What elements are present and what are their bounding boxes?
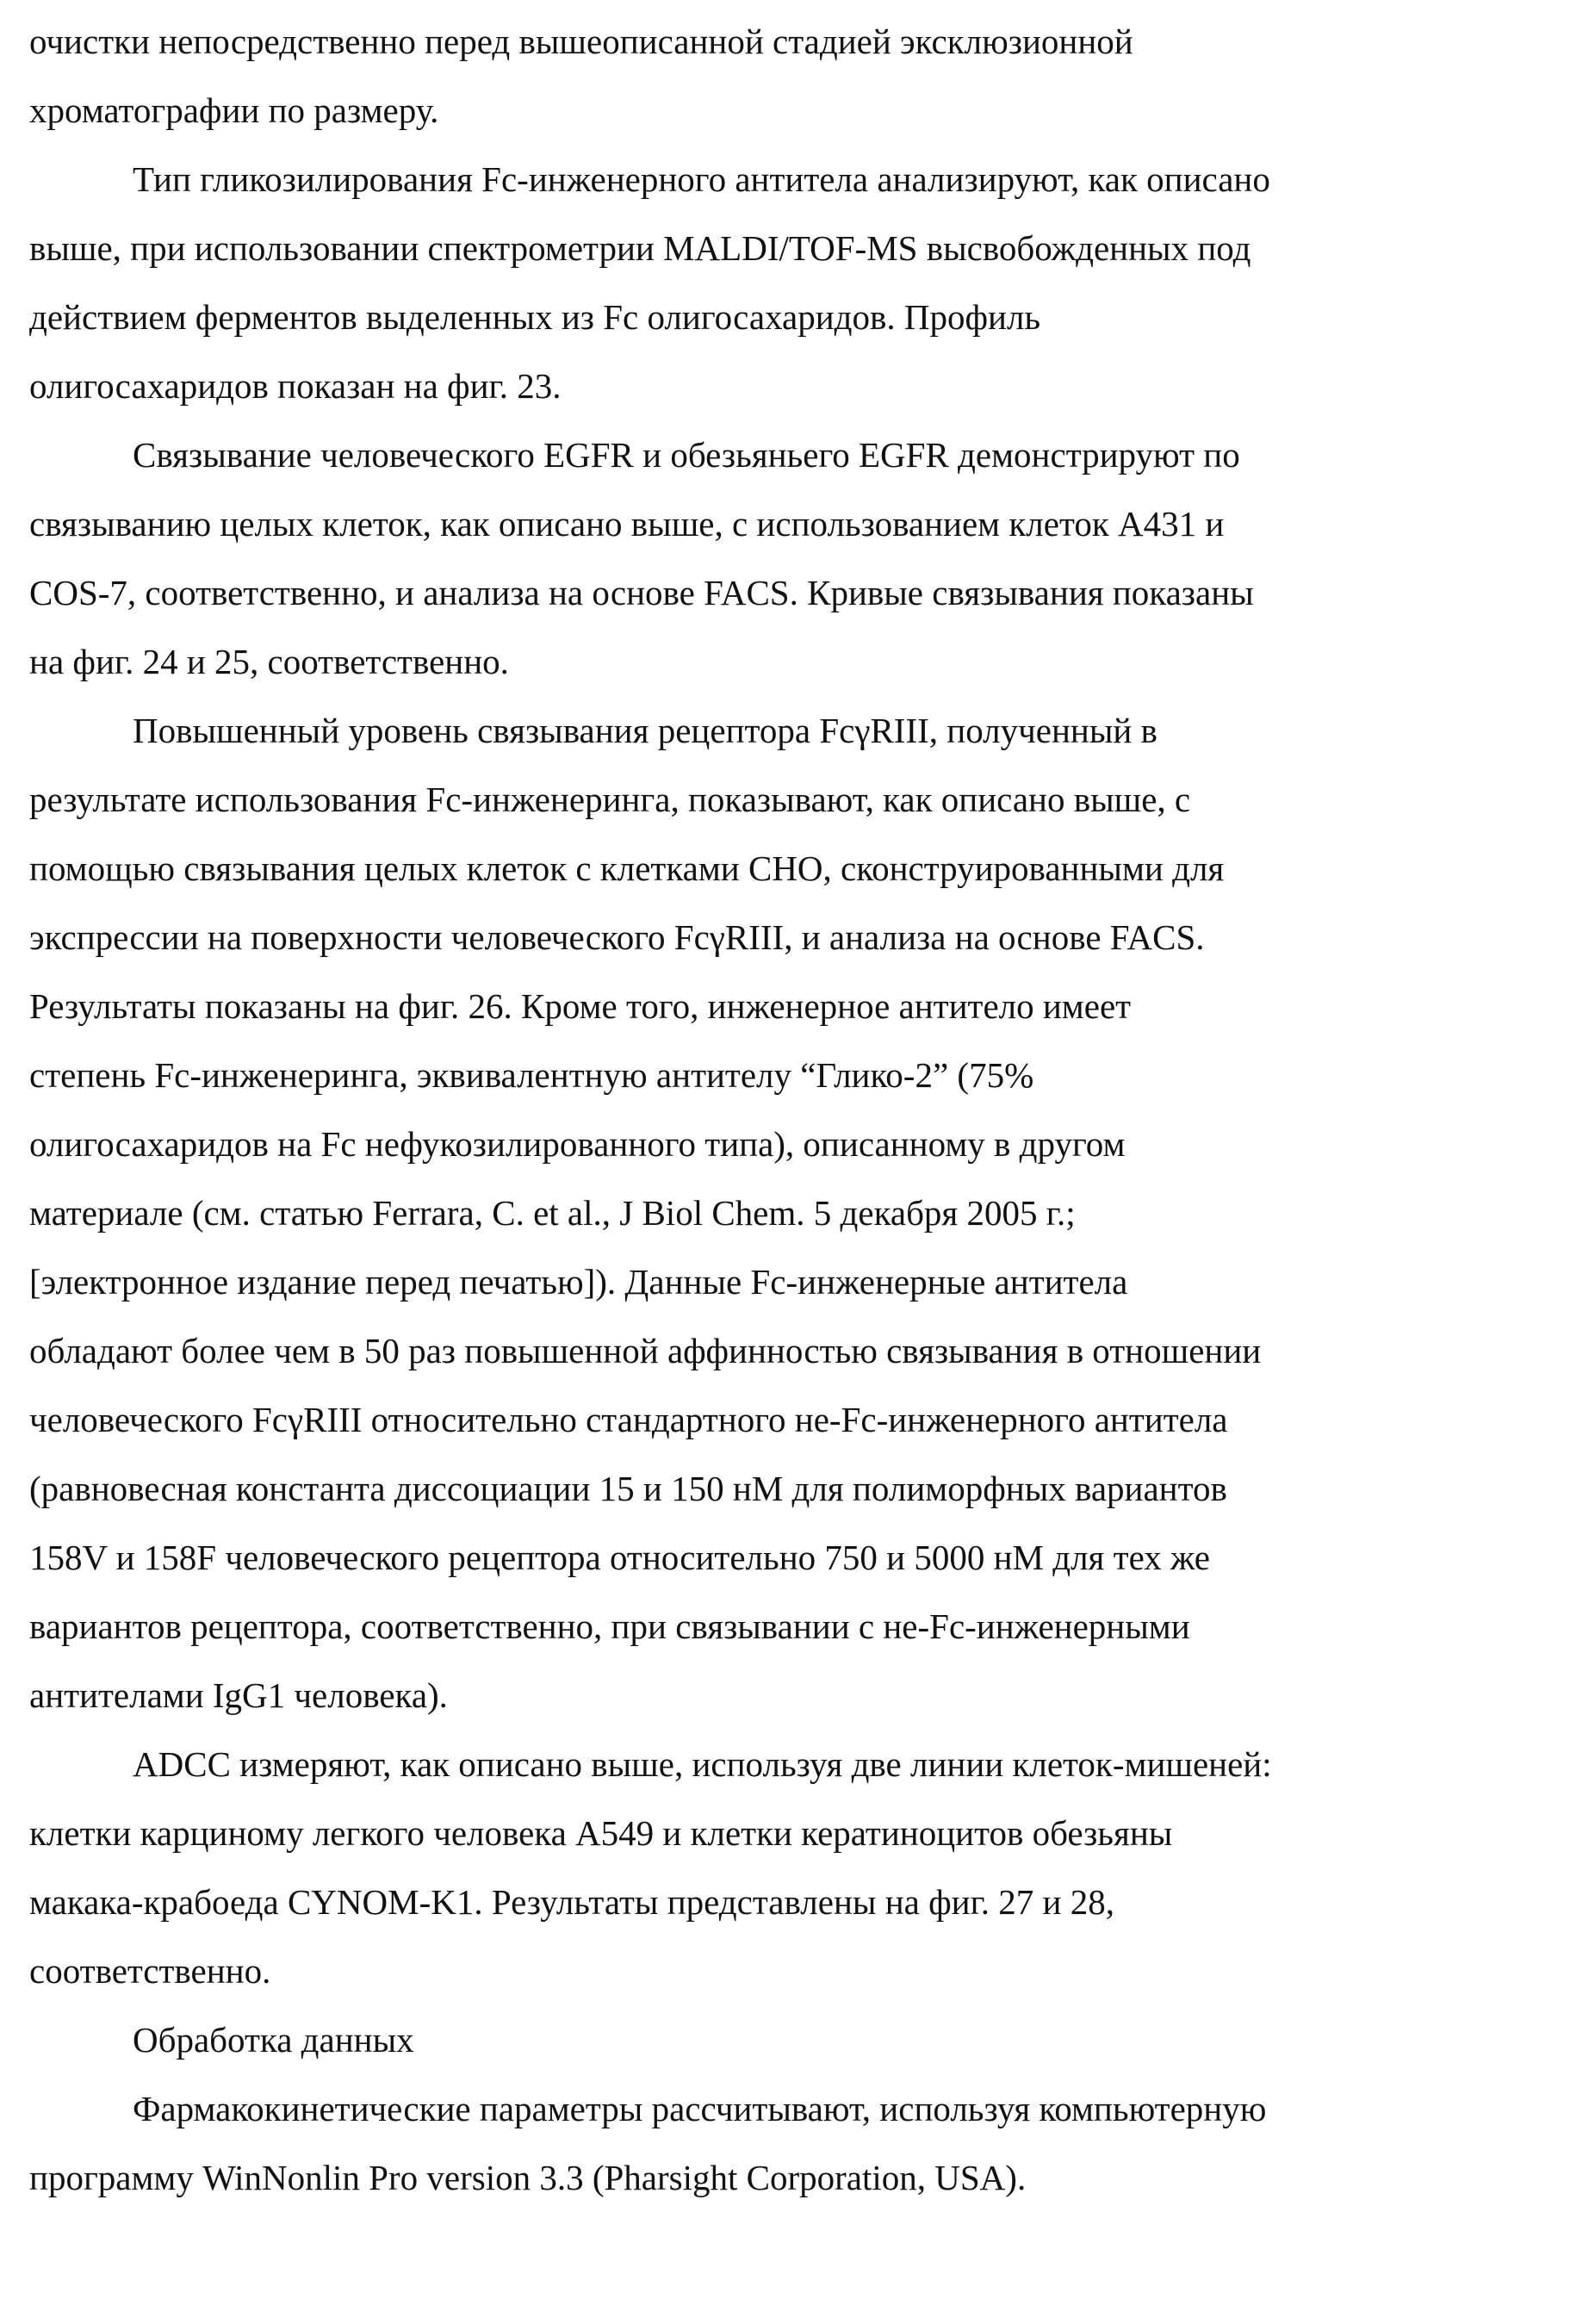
paragraph (29, 2074, 1571, 2212)
paragraph (29, 2005, 1571, 2074)
text-line: очистки непосредственно перед вышеописанной стадией эксклюзионной (29, 7, 1571, 76)
text-line: материале (см. статью Ferrara, C. et al., J Biol Chem. 5 декабря 2005 г.; (29, 1178, 1571, 1247)
text-line: Результаты показаны на фиг. 26. Кроме того, инженерное антитело имеет (29, 972, 1571, 1041)
text-line: связыванию целых клеток, как описано выше, с использованием клеток A431 и (29, 489, 1571, 558)
text-line: антителами IgG1 человека). (29, 1661, 1571, 1730)
paragraph (29, 7, 1571, 145)
text-line: экспрессии на поверхности человеческого FcγRIII, и анализа на основе FACS. (29, 903, 1571, 972)
text-line: обладают более чем в 50 раз повышенной аффинностью связывания в отношении (29, 1316, 1571, 1385)
text-line: вариантов рецептора, соответственно, при связывании с не-Fc-инженерными (29, 1592, 1571, 1661)
text-line: Связывание человеческого EGFR и обезьяньего EGFR демонстрируют по (29, 420, 1571, 489)
text-line: олигосахаридов показан на фиг. 23. (29, 351, 1571, 420)
text-line: степень Fc-инженеринга, эквивалентную антителу “Глико-2” (75% (29, 1041, 1571, 1109)
text-line: Фармакокинетические параметры рассчитывают, используя компьютерную (29, 2074, 1571, 2143)
text-line: действием ферментов выделенных из Fc олигосахаридов. Профиль (29, 283, 1571, 351)
text-line: макака-крабоеда CYNOM-K1. Результаты представлены на фиг. 27 и 28, (29, 1867, 1571, 1936)
text-line: (равновесная константа диссоциации 15 и 150 нМ для полиморфных вариантов (29, 1454, 1571, 1523)
text-line: Повышенный уровень связывания рецептора FcγRIII, полученный в (29, 696, 1571, 765)
text-line: Обработка данных (29, 2005, 1571, 2074)
paragraph (29, 1730, 1571, 2005)
text-line: 158V и 158F человеческого рецептора относительно 750 и 5000 нМ для тех же (29, 1523, 1571, 1592)
text-line: результате использования Fc-инженеринга, показывают, как описано выше, с (29, 765, 1571, 834)
text-line: [электронное издание перед печатью]). Данные Fc-инженерные антитела (29, 1247, 1571, 1316)
text-line: Тип гликозилирования Fc-инженерного антитела анализируют, как описано (29, 145, 1571, 214)
paragraph (29, 420, 1571, 696)
document-body (29, 7, 1571, 2212)
paragraph (29, 145, 1571, 420)
text-line: человеческого FcγRIII относительно стандартного не-Fc-инженерного антитела (29, 1385, 1571, 1454)
text-line: соответственно. (29, 1936, 1571, 2005)
text-line: помощью связывания целых клеток с клетками CHO, сконструированными для (29, 834, 1571, 903)
text-line: ADCC измеряют, как описано выше, используя две линии клеток-мишеней: (29, 1730, 1571, 1799)
text-line: олигосахаридов на Fc нефукозилированного типа), описанному в другом (29, 1109, 1571, 1178)
text-line: на фиг. 24 и 25, соответственно. (29, 627, 1571, 696)
text-line: хроматографии по размеру. (29, 76, 1571, 145)
text-line: выше, при использовании спектрометрии MALDI/TOF-MS высвобожденных под (29, 214, 1571, 283)
text-line: программу WinNonlin Pro version 3.3 (Pharsight Corporation, USA). (29, 2143, 1571, 2212)
paragraph (29, 696, 1571, 1730)
text-line: COS-7, соответственно, и анализа на основе FACS. Кривые связывания показаны (29, 558, 1571, 627)
text-line: клетки карциному легкого человека A549 и клетки кератиноцитов обезьяны (29, 1799, 1571, 1867)
